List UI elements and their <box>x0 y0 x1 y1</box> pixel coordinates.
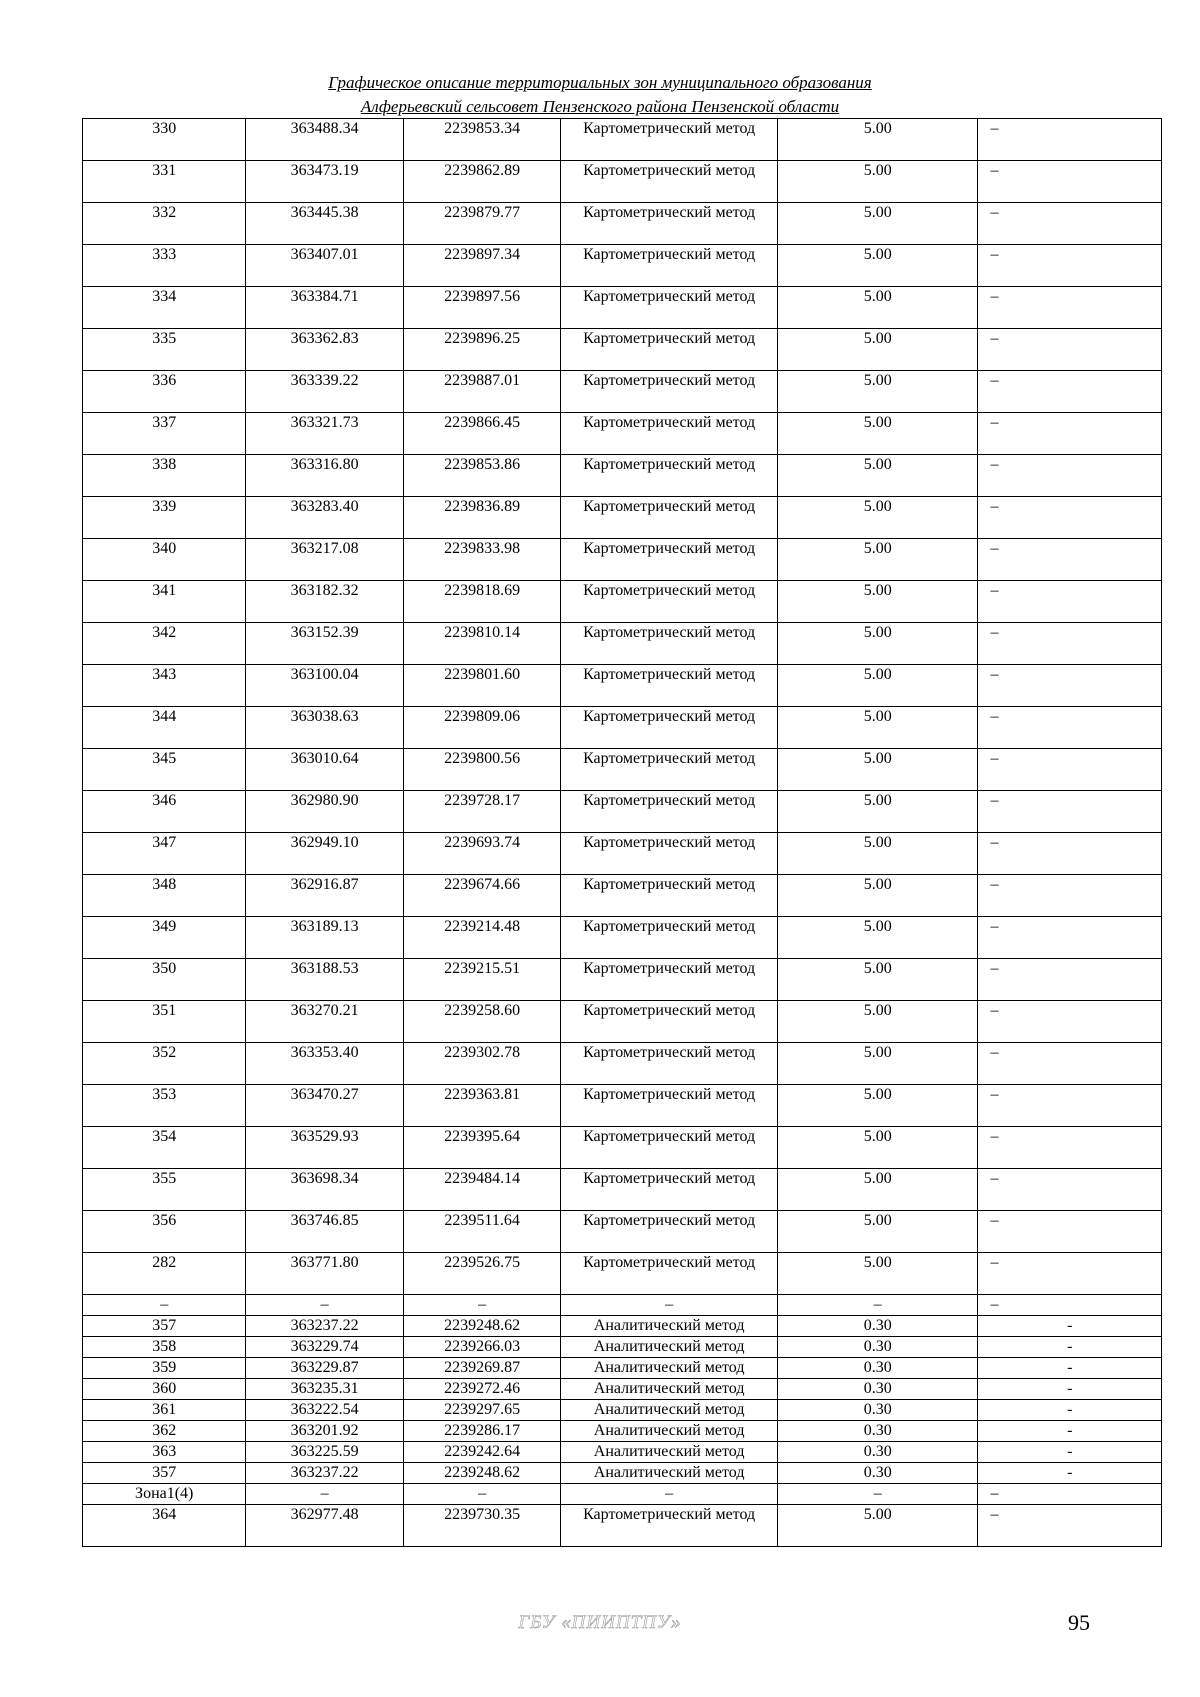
cell-y: 2239266.03 <box>403 1337 560 1358</box>
cell-acc: 5.00 <box>777 917 978 959</box>
cell-acc: 5.00 <box>777 1085 978 1127</box>
cell-x: 363473.19 <box>246 161 403 203</box>
cell-n: 343 <box>83 665 246 707</box>
cell-n: 348 <box>83 875 246 917</box>
cell-x: 362980.90 <box>246 791 403 833</box>
table-row <box>83 161 1162 203</box>
cell-n: 336 <box>83 371 246 413</box>
cell-x: 362977.48 <box>246 1505 403 1547</box>
cell-y: 2239674.66 <box>403 875 560 917</box>
cell-n: – <box>83 1295 246 1316</box>
cell-acc: 5.00 <box>777 1127 978 1169</box>
cell-method: Картометрический метод <box>561 1043 778 1085</box>
table-row <box>83 413 1162 455</box>
cell-x: 362916.87 <box>246 875 403 917</box>
cell-y: 2239810.14 <box>403 623 560 665</box>
cell-y: 2239693.74 <box>403 833 560 875</box>
cell-x: 363217.08 <box>246 539 403 581</box>
cell-x: 363698.34 <box>246 1169 403 1211</box>
cell-acc: 5.00 <box>777 287 978 329</box>
cell-x: 363384.71 <box>246 287 403 329</box>
cell-method: Картометрический метод <box>561 665 778 707</box>
cell-y: 2239866.45 <box>403 413 560 455</box>
cell-x: 362949.10 <box>246 833 403 875</box>
cell-x: 363229.87 <box>246 1358 403 1379</box>
table-row <box>83 959 1162 1001</box>
cell-method: Картометрический метод <box>561 1169 778 1211</box>
cell-note: – <box>978 1211 1162 1253</box>
table-row <box>83 1400 1162 1421</box>
cell-y: 2239730.35 <box>403 1505 560 1547</box>
cell-acc: 5.00 <box>777 119 978 161</box>
cell-n: 340 <box>83 539 246 581</box>
cell-method: Аналитический метод <box>561 1421 778 1442</box>
cell-method: Картометрический метод <box>561 455 778 497</box>
cell-x: 363038.63 <box>246 707 403 749</box>
cell-y: 2239818.69 <box>403 581 560 623</box>
cell-y: 2239484.14 <box>403 1169 560 1211</box>
cell-method: Картометрический метод <box>561 287 778 329</box>
cell-note: – <box>978 749 1162 791</box>
cell-note: - <box>978 1463 1162 1484</box>
cell-x: 363222.54 <box>246 1400 403 1421</box>
table-row <box>83 1358 1162 1379</box>
cell-acc: 0.30 <box>777 1358 978 1379</box>
cell-acc: – <box>777 1295 978 1316</box>
cell-x: 363283.40 <box>246 497 403 539</box>
cell-acc: 5.00 <box>777 1169 978 1211</box>
cell-note: – <box>978 245 1162 287</box>
cell-n: 353 <box>83 1085 246 1127</box>
cell-y: 2239853.34 <box>403 119 560 161</box>
cell-note: – <box>978 959 1162 1001</box>
cell-n: Зона1(4) <box>83 1484 246 1505</box>
cell-n: 333 <box>83 245 246 287</box>
cell-x: 363229.74 <box>246 1337 403 1358</box>
cell-x: 363488.34 <box>246 119 403 161</box>
cell-method: Картометрический метод <box>561 749 778 791</box>
cell-x: 363445.38 <box>246 203 403 245</box>
cell-note: – <box>978 119 1162 161</box>
cell-x: 363225.59 <box>246 1442 403 1463</box>
cell-note: – <box>978 1085 1162 1127</box>
cell-acc: 5.00 <box>777 371 978 413</box>
cell-note: – <box>978 203 1162 245</box>
table-row <box>83 707 1162 749</box>
cell-y: 2239258.60 <box>403 1001 560 1043</box>
cell-y: 2239801.60 <box>403 665 560 707</box>
header-line-2: Алферьевский сельсовет Пензенского района Пензенской области <box>360 97 840 116</box>
coordinates-table <box>82 118 1162 1547</box>
table-row <box>83 1001 1162 1043</box>
cell-note: – <box>978 329 1162 371</box>
cell-y: 2239896.25 <box>403 329 560 371</box>
cell-method: Картометрический метод <box>561 203 778 245</box>
cell-note: – <box>978 413 1162 455</box>
cell-n: 349 <box>83 917 246 959</box>
cell-n: 352 <box>83 1043 246 1085</box>
cell-acc: 5.00 <box>777 1001 978 1043</box>
cell-note: - <box>978 1358 1162 1379</box>
cell-note: – <box>978 665 1162 707</box>
cell-y: 2239809.06 <box>403 707 560 749</box>
cell-n: 332 <box>83 203 246 245</box>
cell-x: 363235.31 <box>246 1379 403 1400</box>
cell-method: Картометрический метод <box>561 833 778 875</box>
cell-x: 363270.21 <box>246 1001 403 1043</box>
table-row <box>83 539 1162 581</box>
cell-acc: 0.30 <box>777 1442 978 1463</box>
cell-x: 363771.80 <box>246 1253 403 1295</box>
cell-n: 355 <box>83 1169 246 1211</box>
cell-note: – <box>978 1127 1162 1169</box>
table-row <box>83 1295 1162 1316</box>
cell-y: 2239248.62 <box>403 1463 560 1484</box>
cell-y: – <box>403 1484 560 1505</box>
cell-n: 337 <box>83 413 246 455</box>
cell-n: 344 <box>83 707 246 749</box>
cell-x: 363353.40 <box>246 1043 403 1085</box>
cell-method: Картометрический метод <box>561 623 778 665</box>
cell-method: Картометрический метод <box>561 581 778 623</box>
cell-x: 363237.22 <box>246 1316 403 1337</box>
cell-x: 363339.22 <box>246 371 403 413</box>
cell-acc: 0.30 <box>777 1379 978 1400</box>
cell-x: 363529.93 <box>246 1127 403 1169</box>
cell-x: 363189.13 <box>246 917 403 959</box>
cell-acc: 5.00 <box>777 959 978 1001</box>
cell-note: – <box>978 707 1162 749</box>
table-row <box>83 623 1162 665</box>
cell-method: Картометрический метод <box>561 413 778 455</box>
cell-acc: 5.00 <box>777 329 978 371</box>
table-row <box>83 1211 1162 1253</box>
cell-n: 341 <box>83 581 246 623</box>
cell-acc: 5.00 <box>777 707 978 749</box>
cell-note: – <box>978 497 1162 539</box>
table-row <box>83 1463 1162 1484</box>
table-row <box>83 1442 1162 1463</box>
table-row <box>83 875 1162 917</box>
cell-x: 363407.01 <box>246 245 403 287</box>
cell-n: 342 <box>83 623 246 665</box>
cell-n: 347 <box>83 833 246 875</box>
table-row <box>83 749 1162 791</box>
table-row <box>83 1505 1162 1547</box>
cell-note: - <box>978 1379 1162 1400</box>
cell-note: – <box>978 581 1162 623</box>
cell-y: 2239215.51 <box>403 959 560 1001</box>
cell-note: – <box>978 161 1162 203</box>
cell-y: 2239302.78 <box>403 1043 560 1085</box>
cell-n: 361 <box>83 1400 246 1421</box>
cell-note: - <box>978 1337 1162 1358</box>
table-row <box>83 1316 1162 1337</box>
cell-y: 2239526.75 <box>403 1253 560 1295</box>
cell-method: Аналитический метод <box>561 1358 778 1379</box>
cell-method: Картометрический метод <box>561 371 778 413</box>
cell-method: Картометрический метод <box>561 707 778 749</box>
cell-n: 282 <box>83 1253 246 1295</box>
cell-note: – <box>978 539 1162 581</box>
cell-acc: 5.00 <box>777 161 978 203</box>
cell-n: 351 <box>83 1001 246 1043</box>
cell-method: Картометрический метод <box>561 1085 778 1127</box>
cell-note: - <box>978 1316 1162 1337</box>
cell-acc: 0.30 <box>777 1316 978 1337</box>
cell-x: 363152.39 <box>246 623 403 665</box>
cell-note: - <box>978 1421 1162 1442</box>
cell-acc: 5.00 <box>777 1253 978 1295</box>
cell-y: 2239879.77 <box>403 203 560 245</box>
table-row <box>83 581 1162 623</box>
cell-y: 2239248.62 <box>403 1316 560 1337</box>
cell-note: – <box>978 917 1162 959</box>
cell-acc: 5.00 <box>777 749 978 791</box>
cell-n: 356 <box>83 1211 246 1253</box>
cell-n: 330 <box>83 119 246 161</box>
cell-note: – <box>978 1295 1162 1316</box>
cell-y: 2239214.48 <box>403 917 560 959</box>
cell-x: 363201.92 <box>246 1421 403 1442</box>
document-header <box>0 71 1200 119</box>
cell-note: – <box>978 833 1162 875</box>
table-row <box>83 371 1162 413</box>
cell-n: 339 <box>83 497 246 539</box>
cell-y: 2239897.34 <box>403 245 560 287</box>
table-row <box>83 1127 1162 1169</box>
cell-acc: 5.00 <box>777 1211 978 1253</box>
table-row <box>83 1043 1162 1085</box>
cell-note: – <box>978 371 1162 413</box>
cell-x: 363010.64 <box>246 749 403 791</box>
cell-note: - <box>978 1400 1162 1421</box>
table-row <box>83 1253 1162 1295</box>
footer-organization: ГБУ «ПИИПТПУ» <box>518 1612 682 1633</box>
cell-acc: 5.00 <box>777 497 978 539</box>
table-row <box>83 203 1162 245</box>
cell-method: Картометрический метод <box>561 245 778 287</box>
cell-acc: 0.30 <box>777 1421 978 1442</box>
cell-method: Картометрический метод <box>561 1001 778 1043</box>
cell-y: 2239862.89 <box>403 161 560 203</box>
cell-y: 2239272.46 <box>403 1379 560 1400</box>
cell-acc: 0.30 <box>777 1463 978 1484</box>
cell-acc: 5.00 <box>777 875 978 917</box>
table-row <box>83 665 1162 707</box>
cell-method: Аналитический метод <box>561 1463 778 1484</box>
cell-method: Аналитический метод <box>561 1316 778 1337</box>
cell-method: Аналитический метод <box>561 1400 778 1421</box>
table-row <box>83 329 1162 371</box>
cell-note: – <box>978 791 1162 833</box>
cell-n: 334 <box>83 287 246 329</box>
cell-x: – <box>246 1295 403 1316</box>
cell-y: 2239269.87 <box>403 1358 560 1379</box>
cell-note: – <box>978 875 1162 917</box>
cell-n: 363 <box>83 1442 246 1463</box>
table-row <box>83 1379 1162 1400</box>
cell-acc: 5.00 <box>777 623 978 665</box>
cell-n: 364 <box>83 1505 246 1547</box>
table-row <box>83 1085 1162 1127</box>
table-row <box>83 287 1162 329</box>
table-row <box>83 119 1162 161</box>
cell-x: 363316.80 <box>246 455 403 497</box>
table-row <box>83 497 1162 539</box>
cell-method: – <box>561 1295 778 1316</box>
cell-note: – <box>978 623 1162 665</box>
cell-x: 363188.53 <box>246 959 403 1001</box>
cell-acc: 5.00 <box>777 791 978 833</box>
cell-method: Картометрический метод <box>561 1211 778 1253</box>
cell-x: 363470.27 <box>246 1085 403 1127</box>
cell-method: Картометрический метод <box>561 959 778 1001</box>
cell-n: 357 <box>83 1316 246 1337</box>
cell-note: – <box>978 1505 1162 1547</box>
table-row <box>83 833 1162 875</box>
cell-note: – <box>978 1043 1162 1085</box>
cell-y: – <box>403 1295 560 1316</box>
cell-acc: 5.00 <box>777 665 978 707</box>
cell-x: 363182.32 <box>246 581 403 623</box>
cell-note: – <box>978 287 1162 329</box>
cell-method: Картометрический метод <box>561 917 778 959</box>
cell-n: 345 <box>83 749 246 791</box>
cell-y: 2239363.81 <box>403 1085 560 1127</box>
cell-acc: 5.00 <box>777 1043 978 1085</box>
cell-method: Картометрический метод <box>561 119 778 161</box>
cell-acc: 0.30 <box>777 1337 978 1358</box>
cell-x: 363321.73 <box>246 413 403 455</box>
table-row <box>83 791 1162 833</box>
cell-y: 2239511.64 <box>403 1211 560 1253</box>
cell-acc: 5.00 <box>777 539 978 581</box>
cell-y: 2239833.98 <box>403 539 560 581</box>
cell-y: 2239887.01 <box>403 371 560 413</box>
cell-y: 2239836.89 <box>403 497 560 539</box>
cell-x: 363362.83 <box>246 329 403 371</box>
cell-n: 335 <box>83 329 246 371</box>
cell-acc: 0.30 <box>777 1400 978 1421</box>
cell-method: Картометрический метод <box>561 1505 778 1547</box>
cell-method: Аналитический метод <box>561 1337 778 1358</box>
cell-n: 358 <box>83 1337 246 1358</box>
cell-note: – <box>978 455 1162 497</box>
cell-method: Картометрический метод <box>561 791 778 833</box>
cell-acc: 5.00 <box>777 413 978 455</box>
cell-method: Картометрический метод <box>561 1127 778 1169</box>
cell-method: Картометрический метод <box>561 329 778 371</box>
cell-n: 354 <box>83 1127 246 1169</box>
table-row <box>83 1421 1162 1442</box>
cell-x: – <box>246 1484 403 1505</box>
cell-n: 331 <box>83 161 246 203</box>
cell-method: Картометрический метод <box>561 875 778 917</box>
cell-method: Картометрический метод <box>561 1253 778 1295</box>
cell-method: Аналитический метод <box>561 1379 778 1400</box>
cell-y: 2239897.56 <box>403 287 560 329</box>
cell-n: 360 <box>83 1379 246 1400</box>
cell-note: - <box>978 1442 1162 1463</box>
table-row <box>83 245 1162 287</box>
cell-y: 2239800.56 <box>403 749 560 791</box>
table-row <box>83 1169 1162 1211</box>
cell-n: 359 <box>83 1358 246 1379</box>
cell-note: – <box>978 1001 1162 1043</box>
cell-method: – <box>561 1484 778 1505</box>
cell-note: – <box>978 1484 1162 1505</box>
cell-n: 357 <box>83 1463 246 1484</box>
cell-note: – <box>978 1169 1162 1211</box>
cell-n: 350 <box>83 959 246 1001</box>
cell-acc: 5.00 <box>777 203 978 245</box>
cell-acc: – <box>777 1484 978 1505</box>
page-number: 95 <box>1068 1610 1090 1635</box>
cell-x: 363237.22 <box>246 1463 403 1484</box>
cell-method: Картометрический метод <box>561 497 778 539</box>
cell-n: 362 <box>83 1421 246 1442</box>
cell-acc: 5.00 <box>777 833 978 875</box>
cell-x: 363746.85 <box>246 1211 403 1253</box>
cell-y: 2239297.65 <box>403 1400 560 1421</box>
cell-y: 2239395.64 <box>403 1127 560 1169</box>
header-line-1: Графическое описание территориальных зон муниципального образования <box>328 73 872 92</box>
cell-acc: 5.00 <box>777 455 978 497</box>
table-row <box>83 1484 1162 1505</box>
cell-method: Аналитический метод <box>561 1442 778 1463</box>
cell-y: 2239242.64 <box>403 1442 560 1463</box>
cell-n: 338 <box>83 455 246 497</box>
cell-n: 346 <box>83 791 246 833</box>
cell-y: 2239728.17 <box>403 791 560 833</box>
table-row <box>83 1337 1162 1358</box>
cell-acc: 5.00 <box>777 245 978 287</box>
cell-y: 2239286.17 <box>403 1421 560 1442</box>
cell-method: Картометрический метод <box>561 161 778 203</box>
cell-acc: 5.00 <box>777 1505 978 1547</box>
cell-y: 2239853.86 <box>403 455 560 497</box>
cell-acc: 5.00 <box>777 581 978 623</box>
table-row <box>83 917 1162 959</box>
coordinates-table-body <box>83 119 1162 1547</box>
cell-method: Картометрический метод <box>561 539 778 581</box>
table-row <box>83 455 1162 497</box>
cell-x: 363100.04 <box>246 665 403 707</box>
cell-note: – <box>978 1253 1162 1295</box>
